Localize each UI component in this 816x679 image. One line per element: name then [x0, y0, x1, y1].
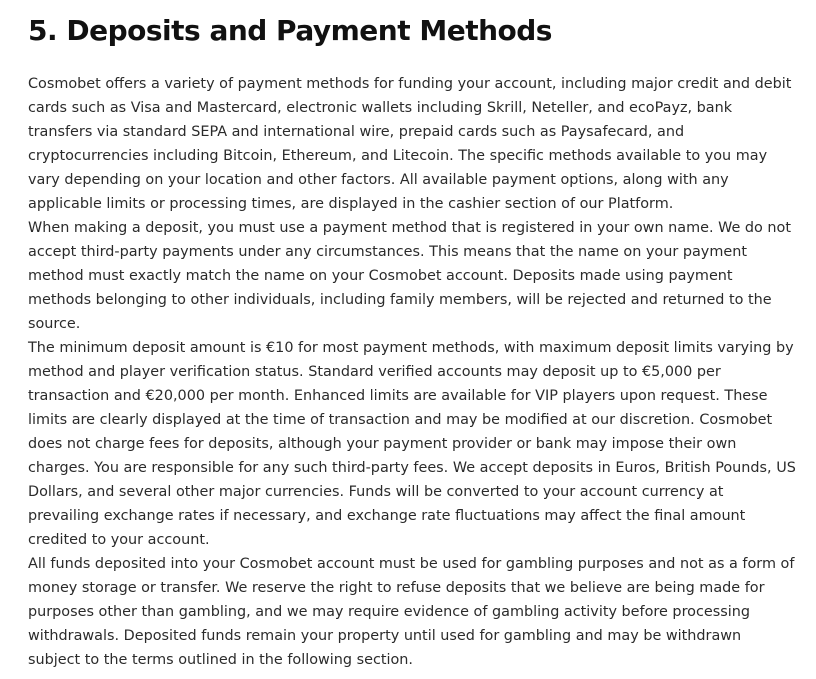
section-title: 5. Deposits and Payment Methods — [28, 14, 552, 47]
paragraph-gambling-purpose: All funds deposited into your Cosmobet account must be used for gambling purposes and not as a form of money storage or transfer. We reserve the right to refuse deposits that we believe are being made for purposes other than gambling, and we may require evidence of gambling activity before processing withdrawals. Deposited funds remain your property until used for gambling and may be withdrawn subject to the terms outlined in the following section. — [28, 556, 795, 668]
paragraph-deposit-limits: The minimum deposit amount is €10 for most payment methods, with maximum deposit limits varying by method and player verification status. Standard verified accounts may deposit up to €5,000 per transaction and €20,000 per month. Enhanced limits are available for VIP players upon request. These limits are clearly displayed at the time of transaction and may be modified at our discretion. Cosmobet does not charge fees for deposits, although your payment provider or bank may impose their own charges. You are responsible for any such third-party fees. We accept deposits in Euros, British Pounds, US Dollars, and several other major currencies. Funds will be converted to your account currency at prevailing exchange rates if necessary, and exchange rate fluctuations may affect the final amount credited to your account. — [28, 340, 796, 548]
paragraph-own-name-requirement: When making a deposit, you must use a payment method that is registered in your own name. We do not accept third-party payments under any circumstances. This means that the name on your payment method must exactly match the name on your Cosmobet account. Deposits made using payment methods belonging to other individuals, including family members, will be rejected and returned to the source. — [28, 220, 791, 332]
terms-section — [28, 12, 796, 672]
paragraph-payment-methods: Cosmobet offers a variety of payment methods for funding your account, including major credit and debit cards such as Visa and Mastercard, electronic wallets including Skrill, Neteller, and ecoPayz, bank transfers via standard SEPA and international wire, prepaid cards such as Paysafecard, and cryptocurrencies including Bitcoin, Ethereum, and Litecoin. The specific methods available to you may vary depending on your location and other factors. All available payment options, along with any applicable limits or processing times, are displayed in the cashier section of our Platform. — [28, 76, 792, 212]
